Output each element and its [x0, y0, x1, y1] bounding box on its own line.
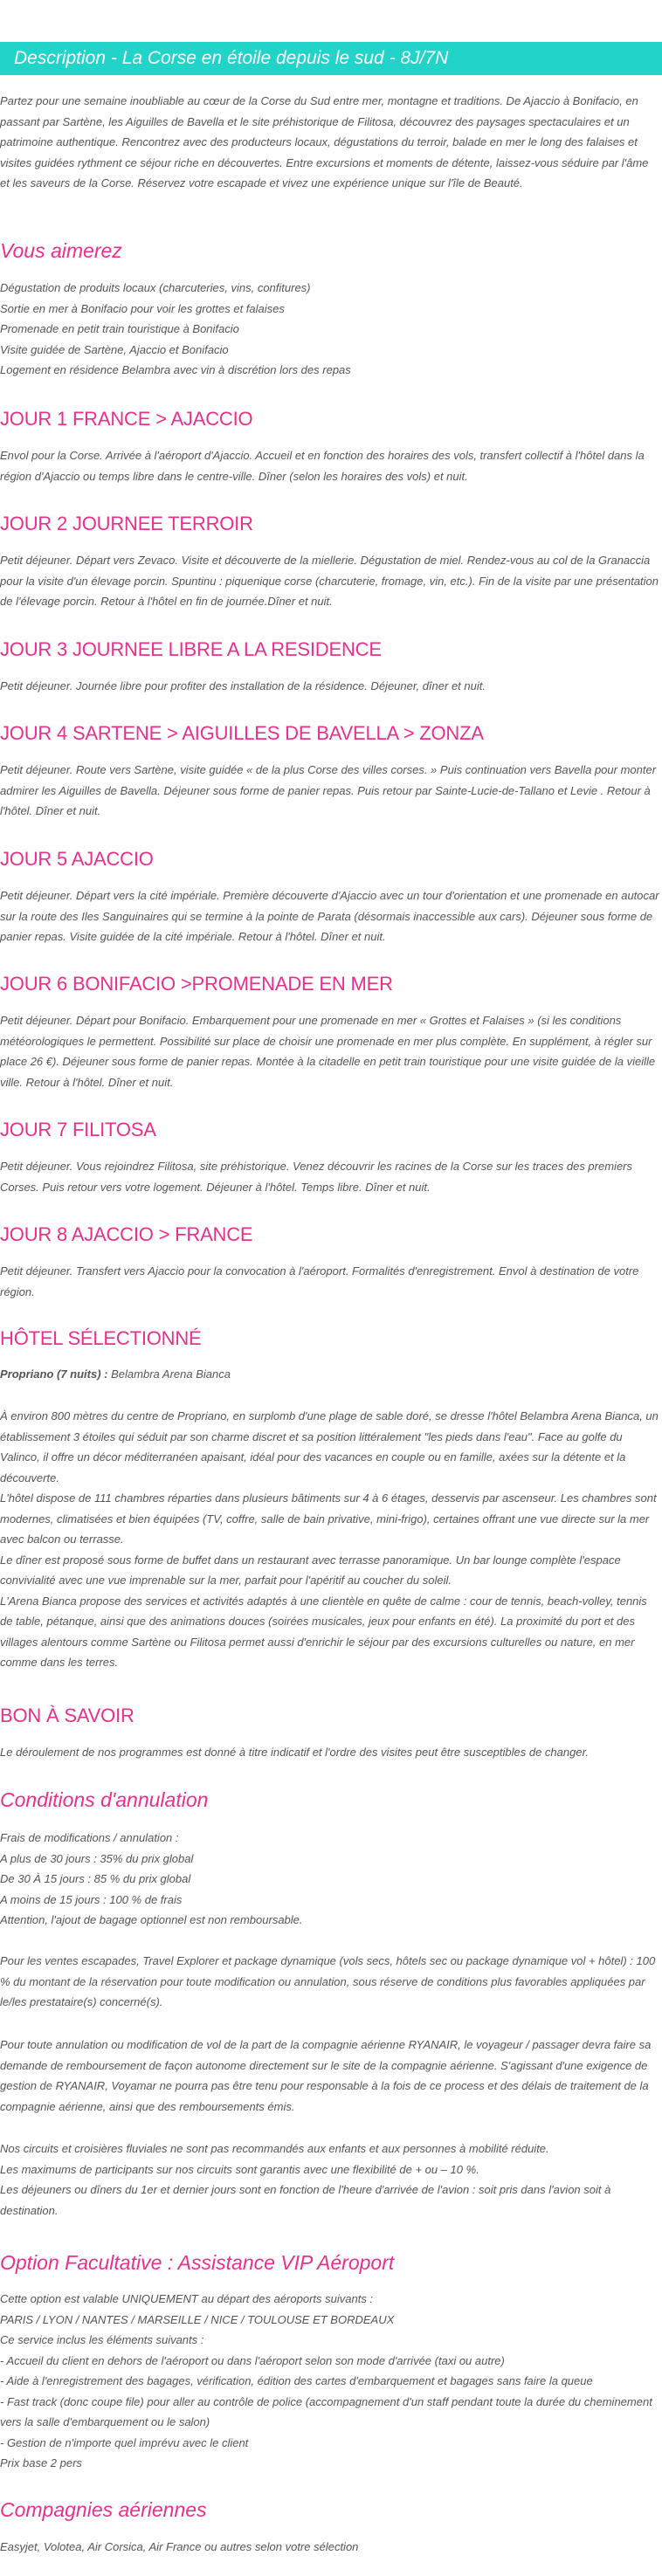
day-text: Envol pour la Corse. Arrivée à l'aéroport d'Ajaccio. Accueil et en fonction des horaires des vols, transfert collectif à l'hôtel dans la région d'Ajaccio ou temps libre dans le centre-ville. Dîner (selon les horaires des vols) et nuit. — [0, 449, 645, 483]
day-title: JOUR 6 BONIFACIO >PROMENADE EN MER — [0, 973, 393, 995]
day-text: Petit déjeuner. Route vers Sartène, visite guidée « de la plus Corse des villes corses. » Puis continuation vers Bavella pour monter admirer les Aiguilles de Bavella. Déjeuner sous forme de panier repas. Puis retour par Sainte-Lucie-de-Tallano et Levie . Retour à l'hôtel. Dîner et nuit. — [0, 763, 657, 817]
vip-line: - Aide à l'enregistrement des bagages, vérification, édition des cartes d'embarquement et bagages sans faire la queue — [0, 2374, 593, 2387]
intro-block — [0, 91, 660, 194]
note-line: Nos circuits et croisières fluviales ne sont pas recommandés aux enfants et aux personnes à mobilité réduite. — [0, 2142, 549, 2155]
day-3-section — [0, 637, 660, 697]
vip-line: - Fast track (donc coupe file) pour aller au contrôle de police (accompagnement d'un staff pendant toute la durée du cheminement vers la salle d'embarquement ou le salon) — [0, 2394, 652, 2428]
list-item: Logement en résidence Belambra avec vin à discrétion lors des repas — [0, 363, 351, 376]
list-item: Dégustation de produits locaux (charcuteries, vins, confitures) — [0, 281, 311, 294]
day-title: JOUR 4 SARTENE > AIGUILLES DE BAVELLA > ZONZA — [0, 722, 484, 744]
hotel-description — [0, 1406, 660, 1673]
day-6-section — [0, 972, 660, 1092]
vip-details — [0, 2289, 660, 2474]
day-title: JOUR 7 FILITOSA — [0, 1119, 156, 1140]
day-text: Petit déjeuner. Transfert vers Ajaccio pour la convocation à l'aéroport. Formalités d'enregistrement. Envol à destination de votre région. — [0, 1264, 639, 1298]
fee-line: A plus de 30 jours : 35% du prix global — [0, 1851, 194, 1865]
day-title: JOUR 5 AJACCIO — [0, 848, 154, 870]
day-text: Petit déjeuner. Vous rejoindrez Filitosa, site préhistorique. Venez découvrir les racines de la Corse sur les traces des premiers Corses. Puis retour vers votre logement. Déjeuner à l'hôtel. Temps libre. Dîner et nuit. — [0, 1160, 633, 1194]
note-line: Les maximums de participants sur nos circuits sont garantis avec une flexibilité de + ou – 10 %. — [0, 2162, 479, 2176]
vip-line: - Accueil du client en dehors de l'aéroport ou dans l'aéroport selon son mode d'arrivée (taxi ou autre) — [0, 2353, 505, 2367]
day-5-section — [0, 847, 660, 947]
hotel-section — [0, 1326, 660, 1351]
hotel-paragraph: L'hôtel dispose de 111 chambres réparties dans plusieurs bâtiments sur 4 à 6 étages, desservis par ascenseur. Les chambres sont modernes, climatisées et bien équipées (TV, coffre, salle de bain privative, mini-frigo), certaines offrant une vue directe sur la mer avec balcon ou terrasse. — [0, 1491, 657, 1546]
vip-line: Cette option est valable UNIQUEMENT au départ des aéroports suivants : — [0, 2292, 374, 2305]
highlights-list — [0, 278, 660, 381]
day-title: JOUR 3 JOURNEE LIBRE A LA RESIDENCE — [0, 638, 382, 660]
hotel-stay-label: Propriano (7 nuits) : — [0, 1367, 108, 1381]
hotel-paragraph: À environ 800 mètres du centre de Propriano, en surplomb d'une plage de sable doré, se dresse l'hôtel Belambra Arena Bianca, un établissement 3 étoiles qui séduit par son charme discret et sa position littéralement "les pieds dans l'eau". Face au golfe du Valinco, il offre un décor méditerranéen apaisant, idéal pour des vacances en couple ou en famille, axées sur la détente et la découverte. — [0, 1409, 659, 1484]
hotel-paragraph: L'Arena Bianca propose des services et activités adaptés à une clientèle en quête de calme : cour de tennis, beach-volley, tennis de table, pétanque, ainsi que des animations douces (soirées musicales, jeux pour enfants en été). La proximité du port et des villages alentours comme Sartène ou Filitosa permet aussi d'enrichir le séjour par des excursions culturelles ou nature, en mer comme dans les terres. — [0, 1594, 647, 1669]
annulation-para-3 — [0, 2035, 660, 2117]
day-text: Petit déjeuner. Journée libre pour profiter des installation de la résidence. Déjeuner, dîner et nuit. — [0, 679, 486, 692]
list-item: Sortie en mer à Bonifacio pour voir les grottes et falaises — [0, 301, 285, 315]
bon-a-savoir-text: Le déroulement de nos programmes est donné à titre indicatif et l'ordre des visites peut être susceptibles de changer. — [0, 1746, 590, 1759]
section-title: Compagnies aériennes — [0, 2498, 207, 2521]
section-title: Conditions d'annulation — [0, 1788, 209, 1811]
day-1-section — [0, 407, 660, 486]
day-title: JOUR 2 JOURNEE TERROIR — [0, 513, 253, 534]
section-vous-aimerez — [0, 238, 660, 263]
hotel-name: Belambra Arena Bianca — [111, 1367, 231, 1381]
compagnies-section — [0, 2497, 660, 2522]
compagnies-text: Easyjet, Volotea, Air Corsica, Air France ou autres selon votre sélection — [0, 2540, 359, 2553]
annulation-text: Pour les ventes escapades, Travel Explorer et package dynamique (vols secs, hôtels sec ou package dynamique vol + hôtel) : 100 % du montant de la réservation pour toute modification ou annulation, sous réserve de conditions plus favorables appliquées par le/les prestataire(s) concerné(s). — [0, 1954, 656, 2008]
day-7-section — [0, 1118, 660, 1197]
day-2-section — [0, 512, 660, 612]
day-title: JOUR 1 FRANCE > AJACCIO — [0, 408, 253, 430]
intro-text: Partez pour une semaine inoubliable au cœur de la Corse du Sud entre mer, montagne et traditions. De Ajaccio à Bonifacio, en passant par Sartène, les Aiguilles de Bavella et le site préhistorique de Filitosa, découvrez des paysages spectaculaires et un patrimoine authentique. Rencontrez avec des producteurs locaux, dégustations du terroir, balade en mer le long des falaises et visites guidées rythment ce séjour riche en découvertes. Entre excursions et moments de détente, laissez-vous séduire par l'âme et les saveurs de la Corse. Réservez votre escapade et vivez une expérience unique sur l'île de Beauté. — [0, 94, 649, 189]
fee-line: Frais de modifications / annulation : — [0, 1831, 179, 1844]
list-item: Promenade en petit train touristique à Bonifacio — [0, 322, 239, 335]
section-title: HÔTEL SÉLECTIONNÉ — [0, 1327, 202, 1349]
day-title: JOUR 8 AJACCIO > FRANCE — [0, 1223, 253, 1245]
day-text: Petit déjeuner. Départ vers la cité impériale. Première découverte d'Ajaccio avec un tour d'orientation et une promenade en autocar sur la route des Iles Sanguinaires qui se termine à la pointe de Parata (désormais inaccessible aux cars). Déjeuner sous forme de panier repas. Visite guidée de la cité impériale. Retour à l'hôtel. Dîner et nuit. — [0, 889, 659, 943]
fee-line: De 30 À 15 jours : 85 % du prix global — [0, 1872, 191, 1885]
day-text: Petit déjeuner. Départ vers Zevaco. Visite et découverte de la miellerie. Dégustation de miel. Rendez-vous au col de la Granaccia pour la visite d'un élevage porcin. Spuntinu : piquenique corse (charcuterie, fromage, vin, etc.). Fin de la visite par une présentation de l'élevage porcin. Retour à l'hôtel en fin de journée.Dîner et nuit. — [0, 554, 659, 608]
day-text: Petit déjeuner. Départ pour Bonifacio. Embarquement pour une promenade en mer « Grottes et Falaises » (si les conditions météorologiques le permettent. Possibilité sur place de choisir une promenade en mer plus complète. En supplément, à régler sur place 26 €). Déjeuner sous forme de panier repas. Montée à la citadelle en petit train touristique pour une visite guidée de la vieille ville. Retour à l'hôtel. Dîner et nuit. — [0, 1014, 656, 1089]
hotel-paragraph: Le dîner est proposé sous forme de buffet dans un restaurant avec terrasse panoramique. Un bar lounge complète l'espace convivialité avec une vue imprenable sur la mer, parfait pour l'apéritif au coucher du soleil. — [0, 1553, 621, 1587]
vip-line: Prix base 2 pers — [0, 2456, 82, 2469]
annulation-notes — [0, 2139, 660, 2221]
page-title-banner: Description - La Corse en étoile depuis le sud - 8J/7N — [0, 42, 662, 75]
fee-line: Attention, l'ajout de bagage optionnel est non remboursable. — [0, 1913, 303, 1926]
vip-line: Ce service inclus les éléments suivants : — [0, 2333, 204, 2346]
vip-section — [0, 2250, 660, 2275]
hotel-stay — [0, 1364, 660, 1385]
note-line: Les déjeuners ou dîners du 1er et dernier jours sont en fonction de l'heure d'arrivée de l'avion : soit pris dans l'avion soit à destination. — [0, 2183, 611, 2217]
day-4-section — [0, 721, 660, 822]
annulation-section — [0, 1787, 660, 1812]
section-title: Option Facultative : Assistance VIP Aéroport — [0, 2251, 395, 2274]
bon-a-savoir-section — [0, 1704, 660, 1763]
vip-line: PARIS / LYON / NANTES / MARSEILLE / NICE / TOULOUSE ET BORDEAUX — [0, 2312, 395, 2326]
annulation-text: Pour toute annulation ou modification de vol de la part de la compagnie aérienne RYANAIR, le voyageur / passager devra faire sa demande de remboursement de façon autonome directement sur le site de la compagnie aérienne. S'agissant d'une exigence de gestion de RYANAIR, Voyamar ne pourra pas être tenu pour responsable à la fois de ce process et des délais de traitement de la compagnie aérienne, ainsi que des remboursements émis. — [0, 2038, 652, 2113]
day-8-section — [0, 1223, 660, 1302]
fee-line: A moins de 15 jours : 100 % de frais — [0, 1892, 183, 1906]
vip-line: - Gestion de n'importe quel imprévu avec le client — [0, 2435, 249, 2449]
annulation-fees — [0, 1828, 660, 1931]
list-item: Visite guidée de Sartène, Ajaccio et Bonifacio — [0, 342, 229, 356]
section-title: BON À SAVOIR — [0, 1705, 134, 1726]
compagnies-list — [0, 2537, 660, 2558]
annulation-para-2 — [0, 1951, 660, 2013]
section-title: Vous aimerez — [0, 239, 122, 262]
